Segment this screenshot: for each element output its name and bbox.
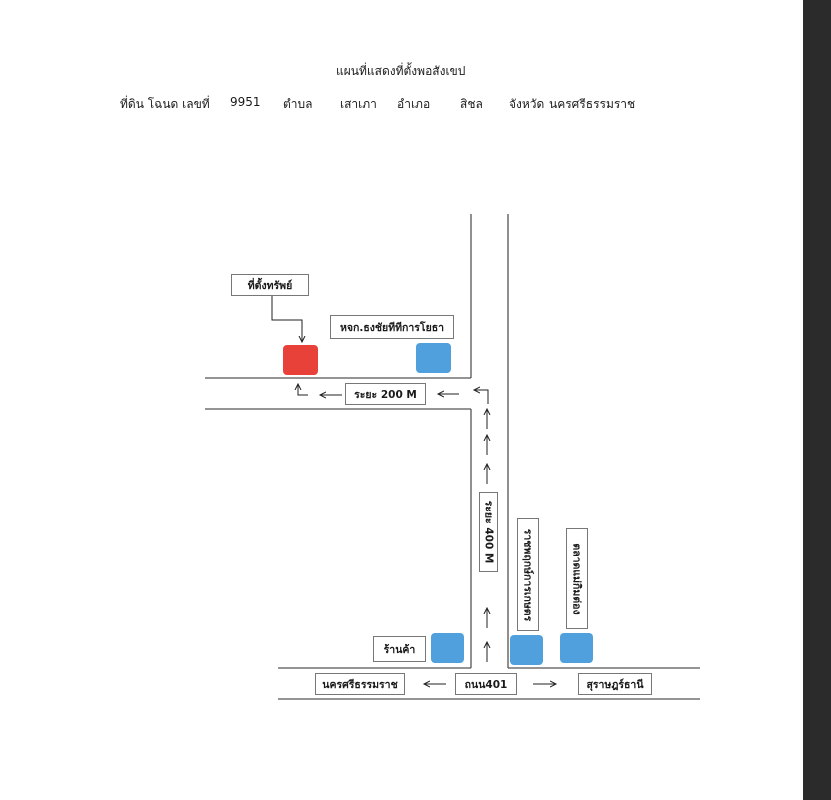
- distance-vertical-label: [479, 492, 498, 572]
- subdistrict-label: ตำบล: [283, 97, 313, 111]
- corner-turn-arrow: [474, 390, 488, 404]
- province-label: จังหวัด: [509, 97, 545, 111]
- viewer-side-panel: [803, 0, 831, 800]
- school-label-text: ราชพฤกษ์การเกษตร: [521, 528, 534, 621]
- property-marker: [283, 345, 318, 375]
- land-label: ที่ดิน โฉนด เลขที่: [120, 97, 210, 111]
- distance-vertical-text: ระยะ 400 M: [482, 500, 494, 564]
- market-label-text: ตลาดแม่กิมต่อง: [570, 542, 583, 615]
- market-label: [566, 528, 588, 629]
- deed-number: 9951: [230, 95, 261, 109]
- district-value: สิชล: [460, 97, 483, 111]
- corner-turn-arrow: [298, 384, 308, 395]
- road-name-label: ถนน401: [455, 673, 517, 695]
- west-destination-label: นครศรีธรรมราช: [315, 673, 405, 695]
- distance-horizontal-label: ระยะ 200 M: [345, 383, 426, 405]
- subdistrict-value: เสาเภา: [340, 97, 377, 111]
- market-marker: [560, 633, 593, 663]
- shop-marker: [431, 633, 464, 663]
- district-label: อำเภอ: [397, 97, 431, 111]
- property-label: ที่ตั้งทรัพย์: [231, 274, 309, 296]
- hq-label: หจก.ธงชัยทีทีการโยธา: [330, 315, 454, 339]
- east-destination-label: สุราษฎร์ธานี: [578, 673, 652, 695]
- province-value: นครศรีธรรมราช: [549, 97, 636, 111]
- school-label: [517, 518, 539, 631]
- shop-label: ร้านค้า: [373, 636, 426, 662]
- document-title: แผนที่แสดงที่ตั้งพอสังเขป: [336, 64, 466, 78]
- hq-marker: [416, 343, 451, 373]
- property-leader-arrow: [272, 296, 302, 342]
- school-marker: [510, 635, 543, 665]
